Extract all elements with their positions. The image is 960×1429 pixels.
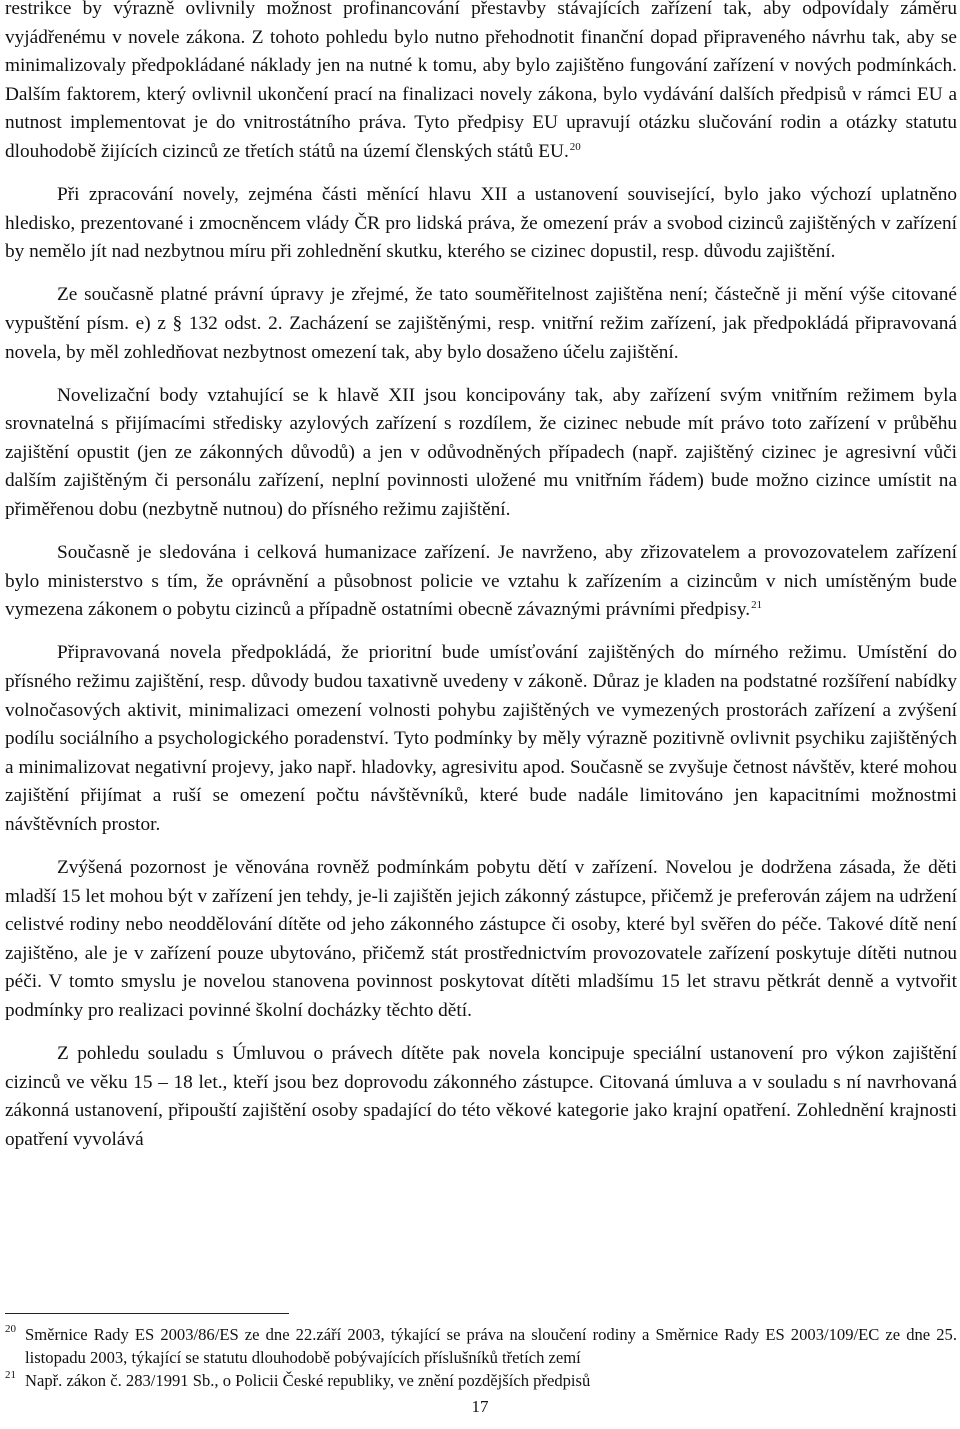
footnotes bbox=[5, 1323, 957, 1392]
paragraph-5-text: Současně je sledována i celková humanizace zařízení. Je navrženo, aby zřizovatelem a provozovatelem zařízení bylo ministerstvo s tím, že oprávnění a působnost policie ve vztahu k zařízením a cizincům v nich umístěným bude vymezena zákonem o pobytu cizinců a případně ostatními obecně závaznými právními předpisy. bbox=[5, 542, 957, 621]
paragraph-8: Z pohledu souladu s Úmluvou o právech dítěte pak novela koncipuje speciální ustanovení pro výkon zajištění cizinců ve věku 15 – 18 let., kteří jsou bez doprovodu zákonného zástupce. Citovaná úmluva a v souladu s ní navrhovaná zákonná ustanovení, připouští zajištění osoby spadající do této věkové kategorie jako krajní opatření. Zohlednění krajnosti opatření vyvolává bbox=[5, 1043, 957, 1150]
footnote-text: Např. zákon č. 283/1991 Sb., o Policii České republiky, ve znění pozdějších předpisů bbox=[25, 1371, 591, 1390]
page-number: 17 bbox=[471, 1397, 489, 1416]
footnote-ref-20: 20 bbox=[569, 140, 581, 153]
paragraph-5 bbox=[5, 539, 957, 625]
footnote-text: Směrnice Rady ES 2003/86/ES ze dne 22.září 2003, týkající se práva na sloučení rodiny a Směrnice Rady ES 2003/109/EC ze dne 25. listopadu 2003, týkající se statutu dlouhodobě pobývajících příslušníků třetích zemí bbox=[25, 1325, 957, 1367]
footnote-number: 20 bbox=[5, 1323, 16, 1335]
paragraph-2: Při zpracování novely, zejména části měnící hlavu XII a ustanovení související, bylo jako výchozí uplatněno hledisko, prezentované i zmocněncem vlády ČR pro lidská práva, že omezení práv a svobod cizinců zajištěných v zařízení by nemělo jít nad nezbytnou míru při zohlednění skutku, kterého se cizinec dopustil, resp. důvodu zajištění. bbox=[5, 184, 957, 263]
footnote-21 bbox=[5, 1369, 957, 1392]
paragraph-4: Novelizační body vztahující se k hlavě XII jsou koncipovány tak, aby zařízení svým vnitřním režimem byla srovnatelná s přijímacími středisky azylových zařízení s rozdílem, že cizinec nebude mít právo toto zařízení v průběhu zajištění opustit (jen ze zákonných důvodů) a jen v odůvodněných případech (např. zajištěný cizinec je agresivní vůči dalším zajištěným či personálu zařízení, neplní povinnosti uložené mu vnitřním řádem) bude možno cizince umístit na přiměřenou dobu (nezbytně nutnou) do přísného režimu zajištění. bbox=[5, 384, 957, 520]
body-text bbox=[5, 0, 957, 1154]
footnote-ref-21: 21 bbox=[751, 598, 763, 611]
paragraph-3: Ze současně platné právní úpravy je zřejmé, že tato souměřitelnost zajištěna není; částečně ji mění výše citované vypuštění písm. e) z § 132 odst. 2. Zacházení se zajištěnými, resp. vnitřní režim zařízení, jak předpokládá připravovaná novela, by měl zohledňovat nezbytnost omezení tak, aby bylo dosaženo účelu zajištění. bbox=[5, 284, 957, 363]
footnote-20 bbox=[5, 1323, 957, 1369]
paragraph-1-text: restrikce by výrazně ovlivnily možnost profinancování přestavby stávajících zařízení tak, aby odpovídaly záměru vyjádřenému v novele zákona. Z tohoto pohledu bylo nutno přehodnotit finanční dopad připraveného návrhu tak, aby se minimalizovaly předpokládané náklady jen na nutné k tomu, aby bylo zajištěno fungování zařízení v nových podmínkách. Dalším faktorem, který ovlivnil ukončení prací na finalizaci novely zákona, bylo vydávání dalších předpisů v rámci EU a nutnost implementovat je do vnitrostátního práva. Tyto předpisy EU upravují otázku slučování rodin a otázky statutu dlouhodobě žijících cizinců ze třetích států na území členských států EU. bbox=[5, 0, 957, 162]
paragraph-6: Připravovaná novela předpokládá, že prioritní bude umísťování zajištěných do mírného režimu. Umístění do přísného režimu zajištění, resp. důvody budou taxativně uvedeny v zákoně. Důraz je kladen na podstatné rozšíření nabídky volnočasových aktivit, minimalizaci omezení volnosti pohybu zajištěných ve vymezených prostorách zařízení a zvýšení podílu sociálního a psychologického poradenství. Tyto podmínky by měly výrazně pozitivně ovlivnit psychiku zajištěných a minimalizovat negativní projevy, jako např. hladovky, agresivitu apod. Současně se zvyšuje četnost návštěv, které mohou zajištění přijímat a ruší se omezení počtu návštěvníků, které bude nadále limitováno jen kapacitními možnostmi návštěvních prostor. bbox=[5, 642, 957, 835]
paragraph-1 bbox=[5, 0, 957, 167]
paragraph-7: Zvýšená pozornost je věnována rovněž podmínkám pobytu dětí v zařízení. Novelou je dodržena zásada, že děti mladší 15 let mohou být v zařízení jen tehdy, je-li zajištěn jejich zákonný zástupce, přičemž je preferován zájem na udržení celistvé rodiny nebo neoddělování dítěte od jeho zákonného zástupce či osoby, které byl svěřen do péče. Takové dítě není zajištěno, ale je v zařízení pouze ubytováno, přičemž stát prostřednictvím provozovatele zařízení poskytuje dítěti nutnou péči. V tomto smyslu je novelou stanovena povinnost poskytovat dítěti mladšímu 15 let stravu pětkrát denně a vytvořit podmínky pro realizaci povinné školní docházky těchto dětí. bbox=[5, 857, 957, 1021]
footnote-number: 21 bbox=[5, 1369, 16, 1381]
footnote-separator bbox=[5, 1313, 289, 1314]
